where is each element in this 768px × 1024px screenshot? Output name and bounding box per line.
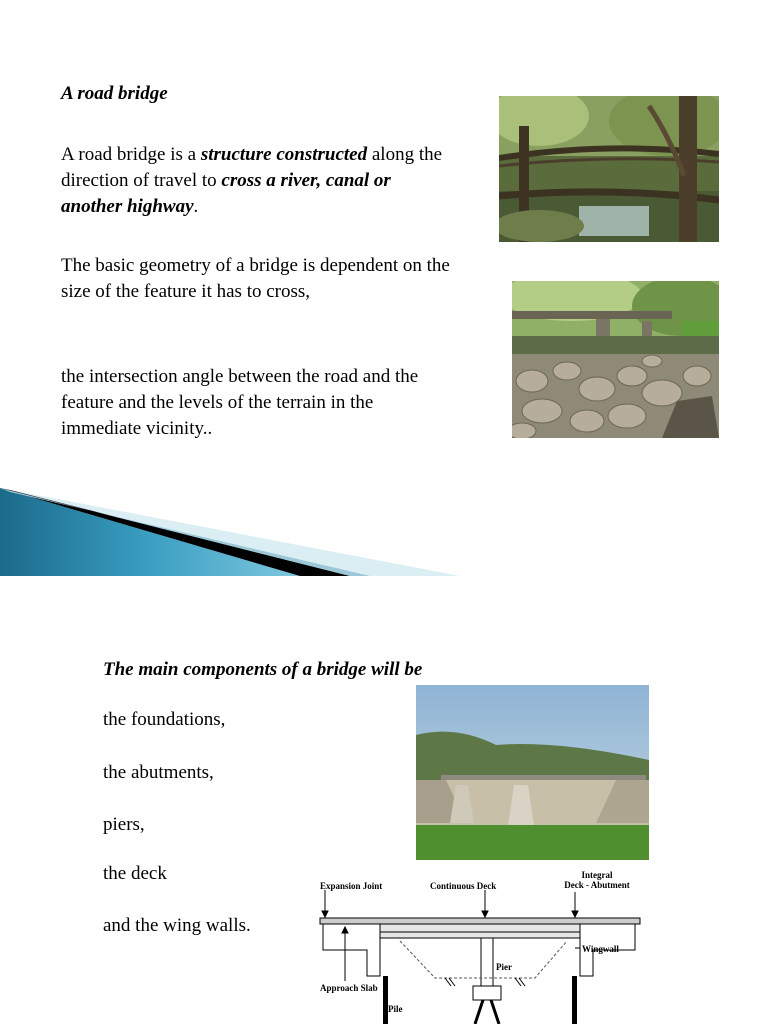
label-integral-deck-abutment [557, 870, 637, 890]
slide-1-heading: A road bridge [61, 83, 168, 104]
stone-bridge-photo [512, 281, 719, 438]
label-wingwall: Wingwall [582, 944, 619, 954]
definition-text-3: . [193, 196, 199, 217]
definition-emphasis-1: structure constructed [200, 144, 368, 165]
component-item: and the wing walls. [103, 915, 251, 936]
label-expansion-joint: Expansion Joint [320, 881, 383, 891]
intersection-paragraph: the intersection angle between the road and the feature and the levels of the terrain in the immediate vicinity.. [61, 366, 419, 439]
label-integral-line-1: Integral [581, 870, 613, 880]
label-continuous-deck: Continuous Deck [430, 881, 497, 891]
label-pier: Pier [496, 962, 512, 972]
component-item: piers, [103, 814, 145, 835]
component-item: the deck [103, 863, 167, 884]
decorative-divider [0, 480, 460, 576]
label-integral-line-2: Deck - Abutment [564, 880, 630, 890]
geometry-paragraph: The basic geometry of a bridge is dependent on the size of the feature it has to cross, [61, 255, 450, 302]
root-bridge-photo [499, 96, 719, 242]
component-item: the abutments, [103, 762, 214, 783]
definition-text-2: along the direction of travel to [61, 144, 443, 191]
label-pile: Pile [388, 1004, 403, 1014]
definition-text-1: A road bridge is a [61, 144, 201, 165]
definition-emphasis-2: cross a river, canal or another highway [61, 170, 391, 217]
label-approach-slab: Approach Slab [320, 983, 378, 993]
component-item: the foundations, [103, 709, 226, 730]
slide-2-heading: The main components of a bridge will be [103, 659, 423, 680]
definition-paragraph [61, 142, 451, 220]
bridge-components-diagram [305, 866, 645, 1024]
concrete-bridge-photo [416, 685, 649, 860]
